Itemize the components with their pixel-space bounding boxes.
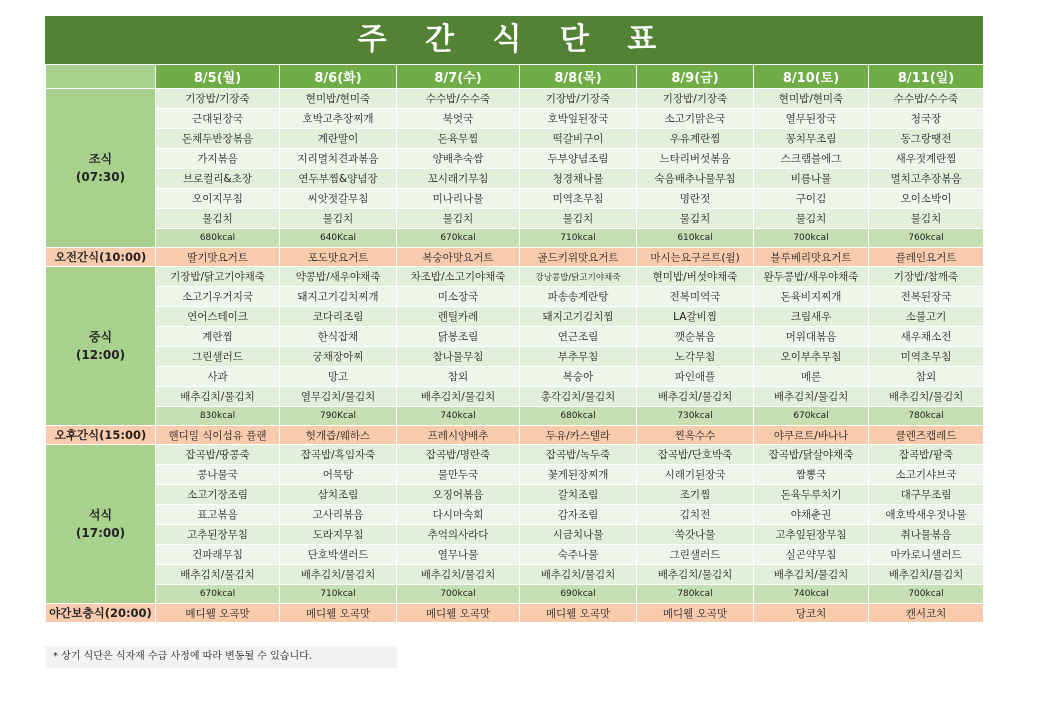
menu-item: 조기찜 (637, 485, 754, 505)
menu-item: 청국장 (869, 109, 984, 129)
menu-item: 강낭콩밥/닭고기야채죽 (520, 267, 637, 287)
meal-time: (12:00) (75, 348, 126, 362)
kcal-value: 610kcal (637, 229, 754, 248)
menu-item: 꽃게된장찌개 (520, 465, 637, 485)
menu-item: 두부양념조림 (520, 149, 637, 169)
menu-item: 총각김치/물김치 (520, 387, 637, 407)
menu-item: 호박고추장찌개 (280, 109, 397, 129)
breakfast-row (46, 109, 984, 129)
menu-item: 머위대볶음 (754, 327, 869, 347)
kcal-value: 680kcal (520, 407, 637, 426)
menu-item: 기장밥/기장죽 (520, 89, 637, 109)
menu-item: 애호박새우젓나물 (869, 505, 984, 525)
lunch-row (46, 367, 984, 387)
menu-item: 스크램블에그 (754, 149, 869, 169)
menu-item: 지리멸치견과볶음 (280, 149, 397, 169)
kcal-value: 670kcal (156, 585, 280, 604)
menu-item: 고추된장무침 (156, 525, 280, 545)
snack-item: 메디웰 오곡맛 (397, 604, 520, 623)
menu-item: 전복미역국 (637, 287, 754, 307)
breakfast-row (46, 169, 984, 189)
menu-item: 기장밥/기장죽 (637, 89, 754, 109)
menu-item: 가지볶음 (156, 149, 280, 169)
menu-item: 열무된장국 (754, 109, 869, 129)
menu-item: 참외 (397, 367, 520, 387)
weekly-menu-table (45, 64, 984, 623)
breakfast-row (46, 189, 984, 209)
snack-item: 찐옥수수 (637, 426, 754, 445)
day-header: 8/6(화) (280, 65, 397, 89)
menu-item: 기장밥/기장죽 (156, 89, 280, 109)
day-header: 8/9(금) (637, 65, 754, 89)
menu-item: 물만두국 (397, 465, 520, 485)
breakfast-label-cell (46, 89, 156, 248)
menu-item: 비름나물 (754, 169, 869, 189)
menu-item: 돈육무찜 (397, 129, 520, 149)
menu-item: LA갈비찜 (637, 307, 754, 327)
menu-item: 북엇국 (397, 109, 520, 129)
meal-label: 중식 (88, 330, 113, 344)
menu-item: 배추김치/물김치 (156, 565, 280, 585)
snack-item: 당코치 (754, 604, 869, 623)
menu-item: 잡곡밥/흑임자죽 (280, 445, 397, 465)
menu-item: 새우채소전 (869, 327, 984, 347)
menu-item: 잡곡밥/팥죽 (869, 445, 984, 465)
menu-item: 현미밥/현미죽 (754, 89, 869, 109)
kcal-value: 670kcal (397, 229, 520, 248)
lunch-row (46, 387, 984, 407)
kcal-value: 780kcal (869, 407, 984, 426)
menu-item: 오이부추무침 (754, 347, 869, 367)
meal-label: 석식 (88, 508, 113, 522)
menu-item: 부추무침 (520, 347, 637, 367)
menu-item: 삼치조림 (280, 485, 397, 505)
menu-item: 잡곡밥/녹두죽 (520, 445, 637, 465)
menu-item: 참나물무침 (397, 347, 520, 367)
menu-item: 감자조림 (520, 505, 637, 525)
kcal-value: 640Kcal (280, 229, 397, 248)
menu-item: 전복된장국 (869, 287, 984, 307)
kcal-value: 700kcal (869, 585, 984, 604)
breakfast-row (46, 209, 984, 229)
kcal-value: 670kcal (754, 407, 869, 426)
menu-item: 양배추숙쌈 (397, 149, 520, 169)
menu-item: 멸치고추장볶음 (869, 169, 984, 189)
dinner-label-cell (46, 445, 156, 604)
dinner-row (46, 505, 984, 525)
menu-item: 궁채장아찌 (280, 347, 397, 367)
am_snack-row (46, 248, 984, 267)
menu-item: 파인애플 (637, 367, 754, 387)
menu-item: 미나리나물 (397, 189, 520, 209)
kcal-value: 790Kcal (280, 407, 397, 426)
snack-label: 오후간식(15:00) (46, 426, 156, 445)
menu-item: 배추김치/물김치 (520, 565, 637, 585)
menu-item: 쑥갓나물 (637, 525, 754, 545)
menu-item: 떡갈비구이 (520, 129, 637, 149)
menu-item: 배추김치/물김치 (754, 387, 869, 407)
menu-item: 표고볶음 (156, 505, 280, 525)
menu-item: 건파래무침 (156, 545, 280, 565)
lunch-row (46, 307, 984, 327)
menu-item: 김치전 (637, 505, 754, 525)
menu-item: 물김치 (869, 209, 984, 229)
menu-item: 씨앗젓갈무침 (280, 189, 397, 209)
page-title: 주 간 식 단 표 (45, 16, 983, 64)
menu-item: 돼지고기김치찜 (520, 307, 637, 327)
snack-item: 야쿠르트/바나나 (754, 426, 869, 445)
menu-item: 연두부찜&양념장 (280, 169, 397, 189)
snack-item: 캔서코치 (869, 604, 984, 623)
menu-item: 배추김치/물김치 (280, 565, 397, 585)
menu-item: 돈육두루치기 (754, 485, 869, 505)
menu-item: 단호박샐러드 (280, 545, 397, 565)
kcal-value: 780kcal (637, 585, 754, 604)
menu-item: 배추김치/물김치 (637, 387, 754, 407)
menu-item: 시래기된장국 (637, 465, 754, 485)
lunch-row (46, 267, 984, 287)
kcal-value: 730kcal (637, 407, 754, 426)
kcal-value: 690kcal (520, 585, 637, 604)
menu-item: 배추김치/물김치 (869, 387, 984, 407)
lunch-row (46, 287, 984, 307)
menu-item: 배추김치/물김치 (156, 387, 280, 407)
kcal-value: 680kcal (156, 229, 280, 248)
menu-item: 추억의사라다 (397, 525, 520, 545)
kcal-value: 710kcal (520, 229, 637, 248)
menu-item: 기장밥/참깨죽 (869, 267, 984, 287)
menu-item: 코다리조림 (280, 307, 397, 327)
snack-item: 복숭아맛요거트 (397, 248, 520, 267)
menu-item: 차조밥/소고기야채죽 (397, 267, 520, 287)
menu-item: 다시마숙회 (397, 505, 520, 525)
snack-item: 메디웰 오곡맛 (637, 604, 754, 623)
lunch-label-cell (46, 267, 156, 426)
menu-item: 파송송계란탕 (520, 287, 637, 307)
menu-item: 실곤약무침 (754, 545, 869, 565)
menu-item: 닭봉조림 (397, 327, 520, 347)
dinner-row (46, 565, 984, 585)
menu-item: 배추김치/물김치 (397, 387, 520, 407)
day-header: 8/10(토) (754, 65, 869, 89)
menu-item: 잡곡밥/닭살야채죽 (754, 445, 869, 465)
menu-item: 콩나물국 (156, 465, 280, 485)
menu-item: 꽁치무조림 (754, 129, 869, 149)
menu-item: 망고 (280, 367, 397, 387)
menu-item: 명란젓 (637, 189, 754, 209)
dinner-row (46, 485, 984, 505)
menu-item: 물김치 (754, 209, 869, 229)
menu-item: 대구무조림 (869, 485, 984, 505)
menu-item: 배추김치/물김치 (637, 565, 754, 585)
menu-item: 오징어볶음 (397, 485, 520, 505)
menu-item: 근대된장국 (156, 109, 280, 129)
breakfast-row (46, 89, 984, 109)
menu-item: 돈육비지찌개 (754, 287, 869, 307)
menu-item: 미역초무침 (520, 189, 637, 209)
kcal-value: 830kcal (156, 407, 280, 426)
menu-item: 한식잡채 (280, 327, 397, 347)
menu-item: 소고기우거지국 (156, 287, 280, 307)
menu-item: 깻순볶음 (637, 327, 754, 347)
menu-item: 오이소박이 (869, 189, 984, 209)
pm_snack-row (46, 426, 984, 445)
dinner-kcal-row (46, 585, 984, 604)
menu-item: 돼지고기김치찌개 (280, 287, 397, 307)
menu-item: 배추김치/물김치 (397, 565, 520, 585)
menu-item: 연근조림 (520, 327, 637, 347)
menu-item: 취나물볶음 (869, 525, 984, 545)
menu-item: 렌틸카레 (397, 307, 520, 327)
menu-item: 돈채두반장볶음 (156, 129, 280, 149)
menu-item: 잡곡밥/땅콩죽 (156, 445, 280, 465)
menu-item: 열무김치/물김치 (280, 387, 397, 407)
snack-item: 딸기맛요거트 (156, 248, 280, 267)
snack-label: 오전간식(10:00) (46, 248, 156, 267)
snack-item: 클렌즈캡레드 (869, 426, 984, 445)
snack-label: 야간보충식(20:00) (46, 604, 156, 623)
menu-item: 숙주나물 (520, 545, 637, 565)
snack-item: 마시는요구르트(윌) (637, 248, 754, 267)
dinner-row (46, 465, 984, 485)
day-header: 8/11(일) (869, 65, 984, 89)
menu-item: 미소장국 (397, 287, 520, 307)
menu-item: 물김치 (520, 209, 637, 229)
menu-item: 복숭아 (520, 367, 637, 387)
snack-item: 프레시양배추 (397, 426, 520, 445)
snack-item: 블루베리맛요거트 (754, 248, 869, 267)
snack-item: 골드키위맛요거트 (520, 248, 637, 267)
menu-item: 우유계란찜 (637, 129, 754, 149)
footnote: * 상기 식단은 식자재 수급 사정에 따라 변동될 수 있습니다. (45, 646, 397, 668)
snack-item: 메디웰 오곡맛 (520, 604, 637, 623)
menu-item: 마카로니샐러드 (869, 545, 984, 565)
breakfast-row (46, 129, 984, 149)
lunch-row (46, 327, 984, 347)
menu-item: 갈치조림 (520, 485, 637, 505)
dinner-row (46, 445, 984, 465)
menu-item: 시금치나물 (520, 525, 637, 545)
menu-item: 어묵탕 (280, 465, 397, 485)
menu-item: 계란찜 (156, 327, 280, 347)
header-row (46, 65, 984, 89)
menu-item: 숙음배추나물무침 (637, 169, 754, 189)
menu-item: 소고기장조림 (156, 485, 280, 505)
menu-item: 약콩밥/새우야채죽 (280, 267, 397, 287)
header-corner (46, 65, 156, 89)
kcal-value: 700kcal (397, 585, 520, 604)
menu-item: 구이김 (754, 189, 869, 209)
meal-time: (17:00) (75, 526, 126, 540)
menu-item: 기장밥/닭고기야채죽 (156, 267, 280, 287)
menu-item: 짬뽕국 (754, 465, 869, 485)
kcal-value: 710kcal (280, 585, 397, 604)
menu-item: 열무나물 (397, 545, 520, 565)
night_snack-row (46, 604, 984, 623)
breakfast-kcal-row (46, 229, 984, 248)
menu-item: 메론 (754, 367, 869, 387)
menu-item: 물김치 (156, 209, 280, 229)
snack-item: 핸디밀 식이섬유 플랜 (156, 426, 280, 445)
menu-item: 브로컬리&초장 (156, 169, 280, 189)
kcal-value: 700kcal (754, 229, 869, 248)
menu-item: 배추김치/물김치 (754, 565, 869, 585)
menu-item: 수수밥/수수죽 (869, 89, 984, 109)
menu-item: 잡곡밥/단호박죽 (637, 445, 754, 465)
kcal-value: 740kcal (397, 407, 520, 426)
meal-label: 조식 (88, 152, 113, 166)
menu-item: 소고기샤브국 (869, 465, 984, 485)
snack-item: 플레인요거트 (869, 248, 984, 267)
menu-item: 소고기맑은국 (637, 109, 754, 129)
day-header: 8/7(수) (397, 65, 520, 89)
kcal-value: 760kcal (869, 229, 984, 248)
day-header: 8/8(목) (520, 65, 637, 89)
menu-item: 호박잎된장국 (520, 109, 637, 129)
menu-item: 소불고기 (869, 307, 984, 327)
menu-item: 연어스테이크 (156, 307, 280, 327)
menu-item: 노각무침 (637, 347, 754, 367)
dinner-row (46, 525, 984, 545)
menu-item: 현미밥/버섯야채죽 (637, 267, 754, 287)
menu-item: 사과 (156, 367, 280, 387)
menu-item: 청경채나물 (520, 169, 637, 189)
menu-item: 미역초무침 (869, 347, 984, 367)
menu-item: 도라지무침 (280, 525, 397, 545)
lunch-kcal-row (46, 407, 984, 426)
snack-item: 메디웰 오곡맛 (280, 604, 397, 623)
menu-item: 물김치 (280, 209, 397, 229)
menu-item: 동그랑땡전 (869, 129, 984, 149)
menu-item: 오이지무침 (156, 189, 280, 209)
menu-item: 완두콩밥/새우야채죽 (754, 267, 869, 287)
menu-item: 계란말이 (280, 129, 397, 149)
breakfast-row (46, 149, 984, 169)
menu-item: 새우젓계란찜 (869, 149, 984, 169)
menu-item: 그린샐러드 (637, 545, 754, 565)
snack-item: 메디웰 오곡맛 (156, 604, 280, 623)
menu-item: 크림새우 (754, 307, 869, 327)
menu-item: 야채춘권 (754, 505, 869, 525)
menu-item: 꼬시래기무침 (397, 169, 520, 189)
menu-item: 배추김치/물김치 (869, 565, 984, 585)
day-header: 8/5(월) (156, 65, 280, 89)
menu-item: 현미밥/현미죽 (280, 89, 397, 109)
menu-item: 물김치 (397, 209, 520, 229)
menu-item: 느타리버섯볶음 (637, 149, 754, 169)
menu-item: 고사리볶음 (280, 505, 397, 525)
dinner-row (46, 545, 984, 565)
menu-item: 참외 (869, 367, 984, 387)
snack-item: 헛개즙/웨하스 (280, 426, 397, 445)
lunch-row (46, 347, 984, 367)
snack-item: 포도맛요거트 (280, 248, 397, 267)
menu-item: 잡곡밥/명란죽 (397, 445, 520, 465)
kcal-value: 740kcal (754, 585, 869, 604)
meal-time: (07:30) (75, 170, 126, 184)
menu-item: 그린샐러드 (156, 347, 280, 367)
menu-item: 물김치 (637, 209, 754, 229)
menu-item: 고추잎된장무침 (754, 525, 869, 545)
menu-item: 수수밥/수수죽 (397, 89, 520, 109)
snack-item: 두유/카스텔라 (520, 426, 637, 445)
